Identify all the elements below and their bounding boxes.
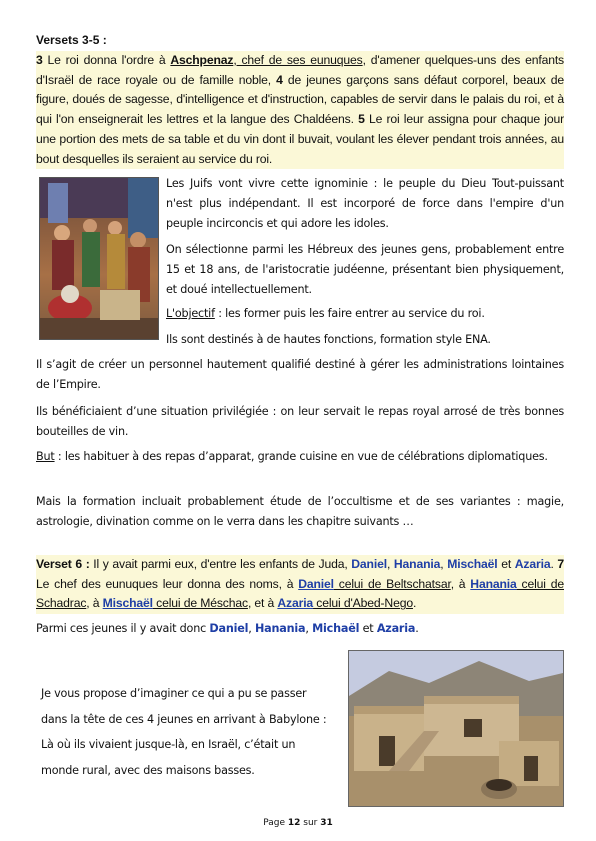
paragraph-but — [36, 447, 564, 467]
paragraph-1: Les Juifs vont vivre cette ignominie : le peuple du Dieu Tout-puissant n'est plus indépendant. Il est incorporé de force dans l'empire d'un peuple incirconcis et qui adore les idoles. — [166, 177, 564, 230]
verse-6-block — [36, 555, 564, 614]
but-text: : les habituer à des repas d’apparat, grande cuisine en vue de célébrations diplomatiques. — [54, 450, 548, 463]
new-name: celui d'Abed-Nego — [313, 596, 413, 611]
imagine-text — [41, 681, 341, 783]
new-name: celui de Beltschatsar — [333, 576, 451, 591]
punct: , à — [450, 576, 471, 591]
illustration-court-scene — [39, 177, 159, 340]
name-mischael: Mischaël — [102, 596, 153, 611]
punct: . — [415, 622, 419, 635]
punct: , — [248, 622, 255, 635]
verse-3-5-block — [36, 51, 564, 169]
conjunction: et — [359, 622, 377, 635]
chef-eunuques: , chef de ses eunuques — [233, 53, 363, 67]
name-hanania: Hanania — [393, 557, 441, 571]
verse-6-label: Verset 6 : — [36, 557, 90, 571]
total-pages: 31 — [320, 818, 333, 828]
punct: , et à — [247, 596, 278, 611]
name-hanania: Hanania — [254, 622, 306, 635]
page-footer — [0, 818, 596, 828]
verse-text: , d'amener quelques-uns des enfants d'Israël de race royale ou de famille noble, — [36, 53, 565, 87]
verse-number: 4 — [276, 72, 283, 87]
name-hanania: Hanania — [470, 576, 517, 591]
section-heading: Versets 3-5 : — [36, 33, 107, 47]
name-mischael: Mischaël — [447, 557, 498, 571]
objectif-text: : les former puis les faire entrer au service du roi. — [214, 307, 485, 320]
punct: . — [550, 557, 554, 571]
imagine-line: dans la tête de ces 4 jeunes en arrivant à Babylone : — [41, 712, 327, 726]
punct: , — [386, 557, 394, 571]
new-name: celui de Schadrac — [36, 576, 564, 611]
verse-number: 5 — [358, 112, 365, 127]
footer-mid: sur — [300, 818, 321, 828]
name-daniel: Daniel — [351, 557, 387, 571]
verse-text: Le roi donna l'ordre à — [42, 53, 171, 67]
objectif-label: L'objectif — [166, 307, 215, 320]
punct: , — [305, 622, 313, 635]
paragraph-2: On sélectionne parmi les Hébreux des jeunes gens, probablement entre 15 et 18 ans, de l'aristocratie judéenne, présentant bien physiquement, et doué intellectuellement. — [166, 243, 564, 296]
verse-text: Il y avait parmi eux, d'entre les enfants de Juda, — [89, 557, 352, 571]
illustration-stone-houses — [348, 650, 564, 807]
verse-text: Le chef des eunuques leur donna des noms, à — [36, 576, 299, 591]
punct: . — [412, 596, 417, 611]
imagine-line: Je vous propose d’imaginer ce qui a pu se passer — [41, 687, 307, 700]
paragraph-5: Il s’agit de créer un personnel hautement qualifié destiné à gérer les administrations lointaines de l’Empire. — [36, 358, 564, 391]
punct: , — [440, 557, 448, 571]
name-azaria: Azaria — [277, 596, 314, 611]
name-michael: Michaël — [312, 622, 360, 635]
but-label: But — [36, 450, 55, 463]
paragraph-6: Ils bénéficiaient d’une situation privilégiée : on leur servait le repas royal arrosé de très bonnes bouteilles de vin. — [36, 405, 564, 438]
footer-prefix: Page — [263, 818, 288, 828]
imagine-line: monde rural, avec des maisons basses. — [41, 763, 255, 777]
names-intro: Parmi ces jeunes il y avait donc — [36, 622, 210, 635]
paragraph-4: Ils sont destinés à de hautes fonctions, formation style ENA. — [166, 333, 491, 346]
name-azaria: Azaria — [376, 622, 416, 635]
conjunction: et — [497, 557, 515, 571]
verse-text: de jeunes garçons sans défaut corporel, beaux de figure, doués de sagesse, d'intelligence et d'instruction, capables de servir dans le palais du roi, et à qui l'on enseignerait les lettres et la langue des Chaldéens. — [36, 72, 564, 127]
new-name: celui de Méschac — [152, 596, 248, 611]
imagine-line: Là où ils vivaient jusque-là, en Israël, c’était un — [41, 738, 296, 751]
name-daniel: Daniel — [298, 576, 334, 591]
current-page: 12 — [287, 818, 301, 828]
verse-number: 3 — [36, 53, 43, 67]
name-azaria: Azaria — [514, 557, 551, 571]
paragraph-8: Mais la formation incluait probablement étude de l’occultisme et de ses variantes : magie, astrologie, divination comme on le verra dans les chapitre suivants … — [36, 495, 564, 528]
names-line — [36, 619, 564, 639]
name-daniel: Daniel — [209, 622, 249, 635]
name-aschpenaz: Aschpenaz — [170, 53, 234, 67]
verse-text: Le roi leur assigna pour chaque jour une portion des mets de sa table et du vin dont il buvait, voulant les élever pendant trois années, au bout desquelles ils seraient au service du roi. — [36, 112, 564, 166]
verse-number: 7 — [553, 557, 565, 571]
punct: , à — [86, 596, 103, 611]
paragraph-objectif — [166, 304, 564, 324]
